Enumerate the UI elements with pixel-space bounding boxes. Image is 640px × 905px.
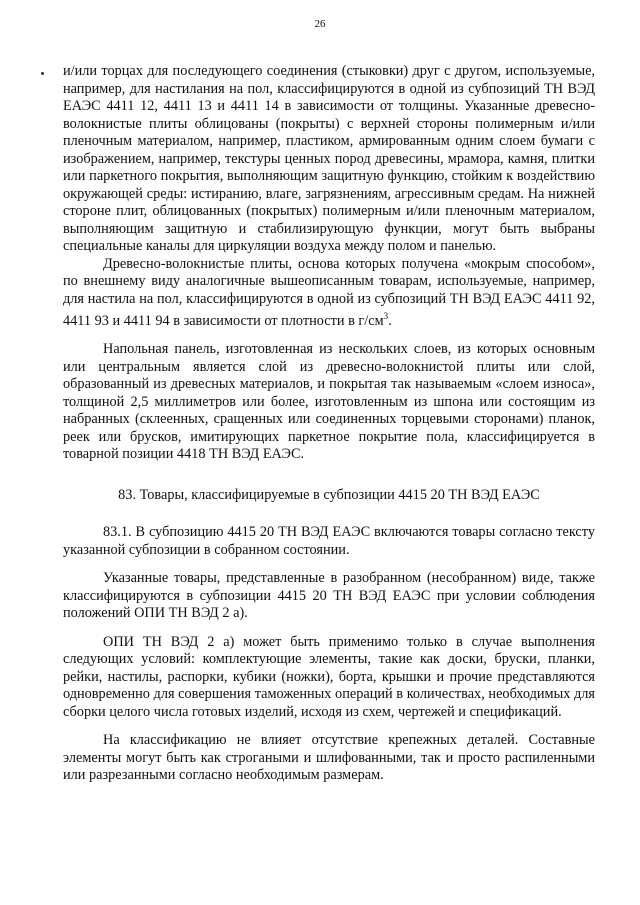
paragraph-opi-conditions: ОПИ ТН ВЭД 2 а) может быть применимо только в случае выполнения следующих условий: комплектующие элементы, такие как доски, бруски, планки, рейки, настилы, распорки, кубики (ножки), борта, крышки и прочие представляются одновременно для совершения таможенных операций в количествах, необходимых для сборки целого числа готовых изделий, исходя из схем, чертежей и спецификаций. bbox=[63, 633, 595, 720]
paragraph-83-1: 83.1. В субпозицию 4415 20 ТН ВЭД ЕАЭС включаются товары согласно тексту указанной субпозиции в собранном состоянии. bbox=[63, 524, 595, 558]
paragraph-disassembled-goods: Указанные товары, представленные в разобранном (несобранном) виде, также классифицируются в субпозиции 4415 20 ТН ВЭД ЕАЭС при условии соблюдения положений ОПИ ТН ВЭД 2 а). bbox=[63, 570, 595, 622]
paragraph-wet-process-text: Древесно-волокнистые плиты, основа которых получена «мокрым способом», по внешнему виду аналогичные вышеописанным товарам, используемые, например, для настила на пол, классифицируются в одной из субпозиций ТН ВЭД ЕАЭС 4411 92, 4411 93 и 4411 94 в зависимости от плотности в г/см bbox=[63, 255, 595, 329]
paragraph-fasteners: На классификацию не влияет отсутствие крепежных деталей. Составные элементы могут быть как строгаными и шлифованными, так и просто распиленными или разрезанными согласно необходимым размерам. bbox=[63, 732, 595, 784]
document-body bbox=[63, 63, 595, 785]
paragraph-continuation: и/или торцах для последующего соединения (стыковки) друг с другом, используемые, например, для настилания на пол, классифицируются в одной из субпозиций ТН ВЭД ЕАЭС 4411 12, 4411 13 и 4411 14 в зависимости от толщины. Указанные древесно-волокнистые плиты облицованы (покрыты) с верхней стороны полимерным и/или пленочным материалом, например, пластиком, армированным одним слоем бумаги с изображением, например, текстуры ценных пород древесины, мрамора, камня, плитки или паркетного покрытия, выполняющим защитную функцию, стойким к воздействию окружающей среды: истиранию, влаге, загрязнениям, агрессивным средам. На нижней стороне плит, облицованных (покрытых) полимерным и/или пленочным материалом, выполняющим защитную и стабилизирующую функции, могут быть выбраны специальные каналы для циркуляции воздуха между полом и панелью. bbox=[63, 63, 595, 254]
page-number: 26 bbox=[314, 18, 326, 30]
paragraph-floor-panel: Напольная панель, изготовленная из нескольких слоев, из которых основным или центральным является слой из древесно-волокнистой плиты или слой, образованный из древесных материалов, и покрытая так называемым «слоем износа», толщиной 2,5 миллиметров или более, изготовленным из шпона или состоящим из набранных (склеенных, сращенных или соединенных торцевыми сторонами) планок, реек или брусков, имитирующих паркетное покрытие пола, классифицируется в товарной позиции 4418 ТН ВЭД ЕАЭС. bbox=[63, 341, 595, 463]
paragraph-wet-process-boards bbox=[63, 256, 595, 331]
paragraph-end-period: . bbox=[388, 312, 392, 329]
margin-dot bbox=[41, 72, 44, 75]
section-heading: 83. Товары, классифицируемые в субпозиции 4415 20 ТН ВЭД ЕАЭС bbox=[118, 486, 540, 503]
superscript-three: 3 bbox=[383, 311, 389, 321]
